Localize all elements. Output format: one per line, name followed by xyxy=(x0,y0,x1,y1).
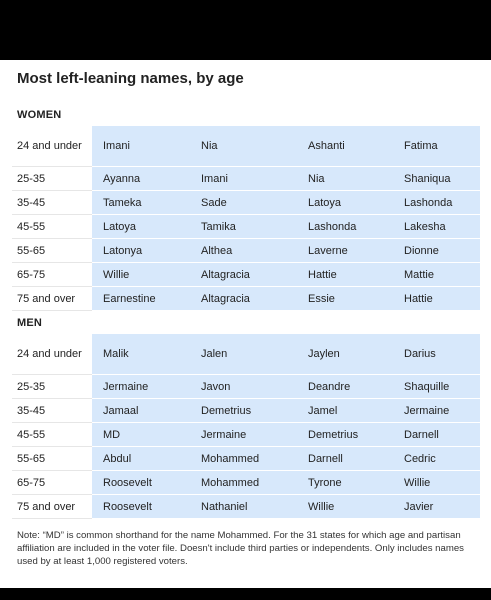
name-cell: Jermaine xyxy=(92,375,190,399)
name-cell: Darius xyxy=(393,334,480,375)
name-cell: MD xyxy=(92,423,190,447)
bottom-black-bar xyxy=(0,588,491,600)
age-group-label: 35-45 xyxy=(12,399,92,423)
name-cell: Cedric xyxy=(393,447,480,471)
table-row xyxy=(12,191,480,215)
page-title: Most left-leaning names, by age xyxy=(17,70,244,87)
women-names-table xyxy=(12,126,480,311)
name-cell: Nia xyxy=(297,167,393,191)
name-cell: Nathaniel xyxy=(190,495,297,519)
name-cell: Roosevelt xyxy=(92,471,190,495)
name-cell: Tameka xyxy=(92,191,190,215)
name-cell: Lashonda xyxy=(297,215,393,239)
name-cell: Mattie xyxy=(393,263,480,287)
age-group-label: 65-75 xyxy=(12,263,92,287)
age-group-label: 25-35 xyxy=(12,167,92,191)
age-group-label: 25-35 xyxy=(12,375,92,399)
table-row xyxy=(12,399,480,423)
name-cell: Ashanti xyxy=(297,126,393,167)
name-cell: Hattie xyxy=(297,263,393,287)
table-row xyxy=(12,239,480,263)
name-cell: Lashonda xyxy=(393,191,480,215)
name-cell: Jamaal xyxy=(92,399,190,423)
age-group-label: 24 and under xyxy=(12,126,92,167)
name-cell: Roosevelt xyxy=(92,495,190,519)
name-cell: Tamika xyxy=(190,215,297,239)
name-cell: Latoya xyxy=(92,215,190,239)
name-cell: Earnestine xyxy=(92,287,190,311)
name-cell: Latoya xyxy=(297,191,393,215)
name-cell: Malik xyxy=(92,334,190,375)
table-row xyxy=(12,423,480,447)
table-row xyxy=(12,126,480,167)
name-cell: Imani xyxy=(92,126,190,167)
men-section-label: MEN xyxy=(17,317,43,329)
name-cell: Altagracia xyxy=(190,287,297,311)
name-cell: Jermaine xyxy=(190,423,297,447)
name-cell: Imani xyxy=(190,167,297,191)
age-group-label: 24 and under xyxy=(12,334,92,375)
name-cell: Ayanna xyxy=(92,167,190,191)
men-names-table xyxy=(12,334,480,519)
name-cell: Willie xyxy=(92,263,190,287)
footnote: Note: “MD” is common shorthand for the name Mohammed. For the 31 states for which age and partisan affiliation are included in the voter file. Doesn't include third parties or independents. Only includes names used by at least 1,000 registered voters. xyxy=(17,530,464,567)
name-cell: Hattie xyxy=(393,287,480,311)
name-cell: Altagracia xyxy=(190,263,297,287)
name-cell: Nia xyxy=(190,126,297,167)
name-cell: Javon xyxy=(190,375,297,399)
name-cell: Tyrone xyxy=(297,471,393,495)
age-group-label: 55-65 xyxy=(12,239,92,263)
name-cell: Essie xyxy=(297,287,393,311)
age-group-label: 75 and over xyxy=(12,287,92,311)
name-cell: Demetrius xyxy=(190,399,297,423)
name-cell: Dionne xyxy=(393,239,480,263)
name-cell: Latonya xyxy=(92,239,190,263)
name-cell: Darnell xyxy=(393,423,480,447)
name-cell: Jaylen xyxy=(297,334,393,375)
name-cell: Mohammed xyxy=(190,447,297,471)
table-row xyxy=(12,167,480,191)
age-group-label: 45-55 xyxy=(12,423,92,447)
age-group-label: 65-75 xyxy=(12,471,92,495)
name-cell: Willie xyxy=(297,495,393,519)
name-cell: Darnell xyxy=(297,447,393,471)
age-group-label: 45-55 xyxy=(12,215,92,239)
age-group-label: 55-65 xyxy=(12,447,92,471)
name-cell: Mohammed xyxy=(190,471,297,495)
table-row xyxy=(12,263,480,287)
name-cell: Jamel xyxy=(297,399,393,423)
name-cell: Laverne xyxy=(297,239,393,263)
name-cell: Sade xyxy=(190,191,297,215)
women-section-label: WOMEN xyxy=(17,109,62,121)
name-cell: Shaquille xyxy=(393,375,480,399)
name-cell: Willie xyxy=(393,471,480,495)
name-cell: Deandre xyxy=(297,375,393,399)
name-cell: Jermaine xyxy=(393,399,480,423)
name-cell: Jalen xyxy=(190,334,297,375)
table-row xyxy=(12,334,480,375)
table-row xyxy=(12,287,480,311)
table-row xyxy=(12,375,480,399)
table-row xyxy=(12,215,480,239)
name-cell: Javier xyxy=(393,495,480,519)
name-cell: Althea xyxy=(190,239,297,263)
table-row xyxy=(12,495,480,519)
table-row xyxy=(12,471,480,495)
name-cell: Lakesha xyxy=(393,215,480,239)
name-cell: Fatima xyxy=(393,126,480,167)
name-cell: Demetrius xyxy=(297,423,393,447)
table-row xyxy=(12,447,480,471)
name-cell: Shaniqua xyxy=(393,167,480,191)
age-group-label: 75 and over xyxy=(12,495,92,519)
top-black-bar xyxy=(0,0,491,60)
age-group-label: 35-45 xyxy=(12,191,92,215)
name-cell: Abdul xyxy=(92,447,190,471)
